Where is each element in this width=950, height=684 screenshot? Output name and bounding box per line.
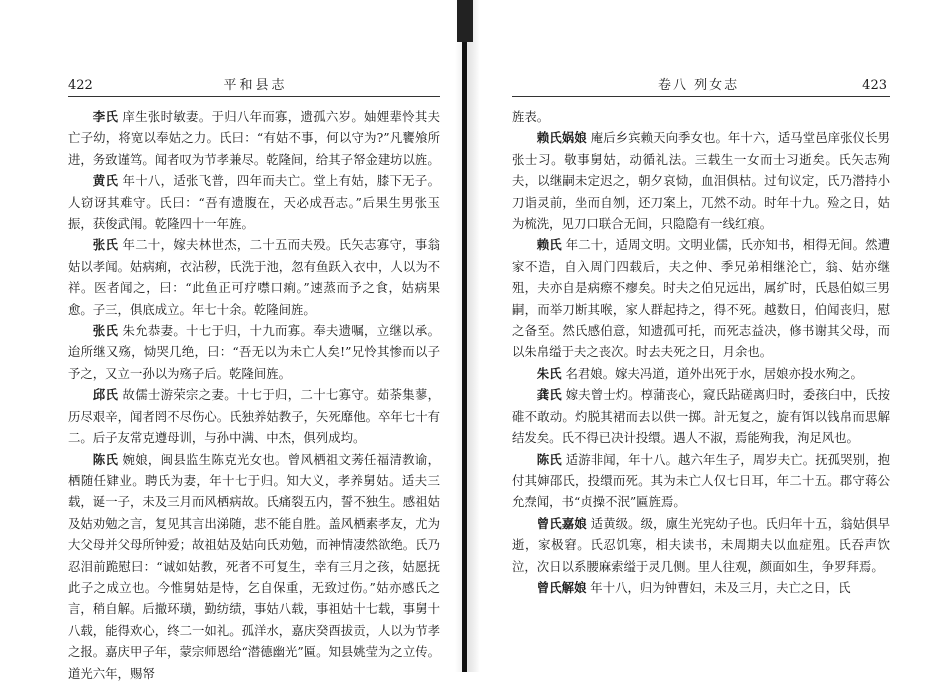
entry-paragraph <box>512 234 890 362</box>
entry-name: 陈氏 <box>92 451 119 467</box>
entry-paragraph <box>68 320 440 384</box>
left-running-title: 平和县志 <box>223 78 288 93</box>
left-header-rule <box>68 96 440 97</box>
entry-text: 故儒士游荣宗之妻。十七于归，二十七寡守。茹荼集蓼，历尽艰辛，闻者罔不尽伤心。氏独养姑教子，矢死靡他。卒年七十有二。后子友常克遵母训，与孙中满、中杰，俱列成均。 <box>68 387 440 446</box>
entry-paragraph <box>68 449 440 684</box>
entry-text: 年二十，嫁夫林世杰，二十五而夫殁。氏矢志寡守，事翁姑以孝闻。姑病痢，衣沾秽，氏洗于池，忽有鱼跃入衣中，人以为不祥。医者闻之，曰：“此鱼正可疗噤口痢。”速蒸而予之食，姑病果愈。子三，俱底成立。年七十余。乾隆间旌。 <box>68 237 440 317</box>
entry-name: 龚氏 <box>536 387 562 403</box>
entry-name: 赖氏娲娘 <box>536 130 587 146</box>
right-page <box>480 0 950 672</box>
left-page <box>0 0 455 681</box>
entry-name: 曾氏嘉娘 <box>536 515 587 531</box>
entry-name: 黄氏 <box>92 173 119 189</box>
right-page-header <box>512 76 887 96</box>
entry-text: 年十八，适张飞普，四年而夫亡。堂上有姑，膝下无子。人窃讶其难守。氏曰：“吾有遗腹在，天必成吾志。”后果生男张玉振，获俊武闱。乾隆四十一年旌。 <box>68 173 440 232</box>
book-binding-top-shadow <box>457 0 473 42</box>
right-page-number: 423 <box>862 78 887 93</box>
entry-paragraph <box>512 577 890 598</box>
continuation-text: 旌表。 <box>512 109 550 124</box>
entry-paragraph <box>68 106 440 170</box>
entry-text: 庠生张时敏妻。于归八年而寡，遗孤六岁。妯娌辈怜其夫亡子幼，将宽以奉姑之力。氏曰：“有姑不事，何以守为?”凡饔飧所进，务致谨笃。闻者叹为节孝兼尽。乾隆间，给其子帑金建坊以旌。 <box>68 109 440 167</box>
entry-name: 朱氏 <box>536 365 562 381</box>
entry-paragraph <box>512 449 890 513</box>
book-spine <box>455 0 480 672</box>
entry-text: 年二十，适周文明。文明业儒，氏亦知书，相得无间。然遭家不造，自入周门四载后，夫之仲、季兄弟相继沦亡，翁、姑亦继殂，夫亦自是病瘵不瘳矣。时夫之伯兄远出，属纩时，氏恳伯姒三男嗣，而举刀断其喉，家人群起持之，得不死。越数日，伯闻丧归，慰之备至。然氏感伯意，知遗孤可托，而死志益决，修书谢其父母，而以朱帛缢于夫之丧次。时去夫死之日，月余也。 <box>512 237 890 360</box>
entry-text: 年十八，归为钟曹妇，未及三月，夫亡之日，氏 <box>586 579 851 595</box>
entry-text: 庵后乡宾赖天向季女也。年十六，适马堂邑庠张仪长男张士习。敬事舅姑，动循礼法。三载生一女而士习逝矣。氏矢志殉夫，以继嗣未定迟之，朝夕哀恸，血泪俱枯。过旬议定，氏乃潜持小刀诣灵前，坐而自刎，还刀案上，兀然不动。时年十九。殓之日，姑为梳洗，见刀口联合无间，只隐隐有一线红痕。 <box>512 130 890 232</box>
entry-paragraph <box>512 127 890 234</box>
entry-text: 嫁夫曾士灼。椁蒲丧心，窥氏跕磋离归时，委孩臼中，氏按碓不敢动。灼脱其裙而去以供一掷。計无复之，旋有饵以钱帛而思解结发矣。氏不得已决计投缳。遇人不淑，焉能殉我，洵足风也。 <box>512 387 890 446</box>
entry-text: 名君娘。嫁夫冯道，道外出死于水，居娘亦投水殉之。 <box>561 365 863 381</box>
right-running-title: 卷八 列女志 <box>658 78 740 93</box>
entry-name: 曾氏解娘 <box>536 579 587 595</box>
entry-name: 邱氏 <box>92 387 119 403</box>
entry-text: 适游非闻，年十八。越六年生子，周岁夫亡。抚孤哭别，抱付其婶邵氏，投缳而死。其为未亡人仅七日耳，年二十五。郡守蒋公允焘闻，书“贞操不泯”匾旌焉。 <box>512 451 890 510</box>
entry-paragraph <box>68 170 440 234</box>
entry-paragraph <box>512 384 890 448</box>
entry-paragraph <box>512 513 890 577</box>
entry-name: 张氏 <box>92 323 119 339</box>
entry-name: 陈氏 <box>536 451 562 467</box>
entry-text: 朱允恭妻。十七于归，十九而寡。奉夫遗嘱，立继以承。迨所继又殇，恸哭几绝，曰：“吾无以为未亡人矣!”兄怜其惨而以子予之，又立一孙以为殇子后。乾隆间旌。 <box>68 323 440 381</box>
left-page-header <box>68 76 443 96</box>
entry-text: 婉娘，闽县监生陈克光女也。曾风栖祖文莠任福清教谕，栖随任肄业。聘氏为妻，年十七于归。知大义，孝养舅姑。适夫三载，诞一子，未及三月而风栖病故。氏痛裂五内，誓不独生。感祖姑及姑劝勉之言，复见其言出涕随，悲不能自胜。盖风栖素孝友，尤为大父母并父母所钟爱；故祖姑及姑向氏劝勉，而神情凄然欲绝。氏乃忍泪前跪慰曰：“诚如姑教，死者不可复生，幸有三月之孩，姑愿抚此子之成立也。今惟舅姑是恃，乞自保重，无致过伤。”姑亦感氏之言，稍自解。后撤环璜，勤纺绩，事姑八载，事祖姑十七载，事舅十八载，能得欢心，终二一如礼。孤洋水，嘉庆癸酉拔贡，人以为节孝之报。嘉庆甲子年，蒙宗师恩给“潜德幽光”匾。知县姚莹为之立传。道光六年，赐帑 <box>68 451 440 681</box>
entry-name: 李氏 <box>92 109 119 124</box>
left-page-body <box>68 106 440 684</box>
entry-name: 张氏 <box>92 237 119 253</box>
entry-name: 赖氏 <box>536 237 562 253</box>
entry-paragraph <box>68 384 440 448</box>
book-binding-shadow <box>462 0 467 672</box>
entry-paragraph <box>68 234 440 320</box>
right-page-body <box>512 106 890 598</box>
left-page-number: 422 <box>68 78 93 93</box>
entry-text: 适黄级。级，廪生光宪幼子也。氏归年十五，翁姑俱早逝，家极窘。氏忍饥寒，相夫读书，未周期夫以血症殂。氏吞声饮泣，次日以系腰麻索缢于灵几侧。里人往观，颜面如生，争罗拜焉。 <box>512 515 890 574</box>
right-header-rule <box>512 96 890 97</box>
entry-paragraph <box>512 363 890 384</box>
